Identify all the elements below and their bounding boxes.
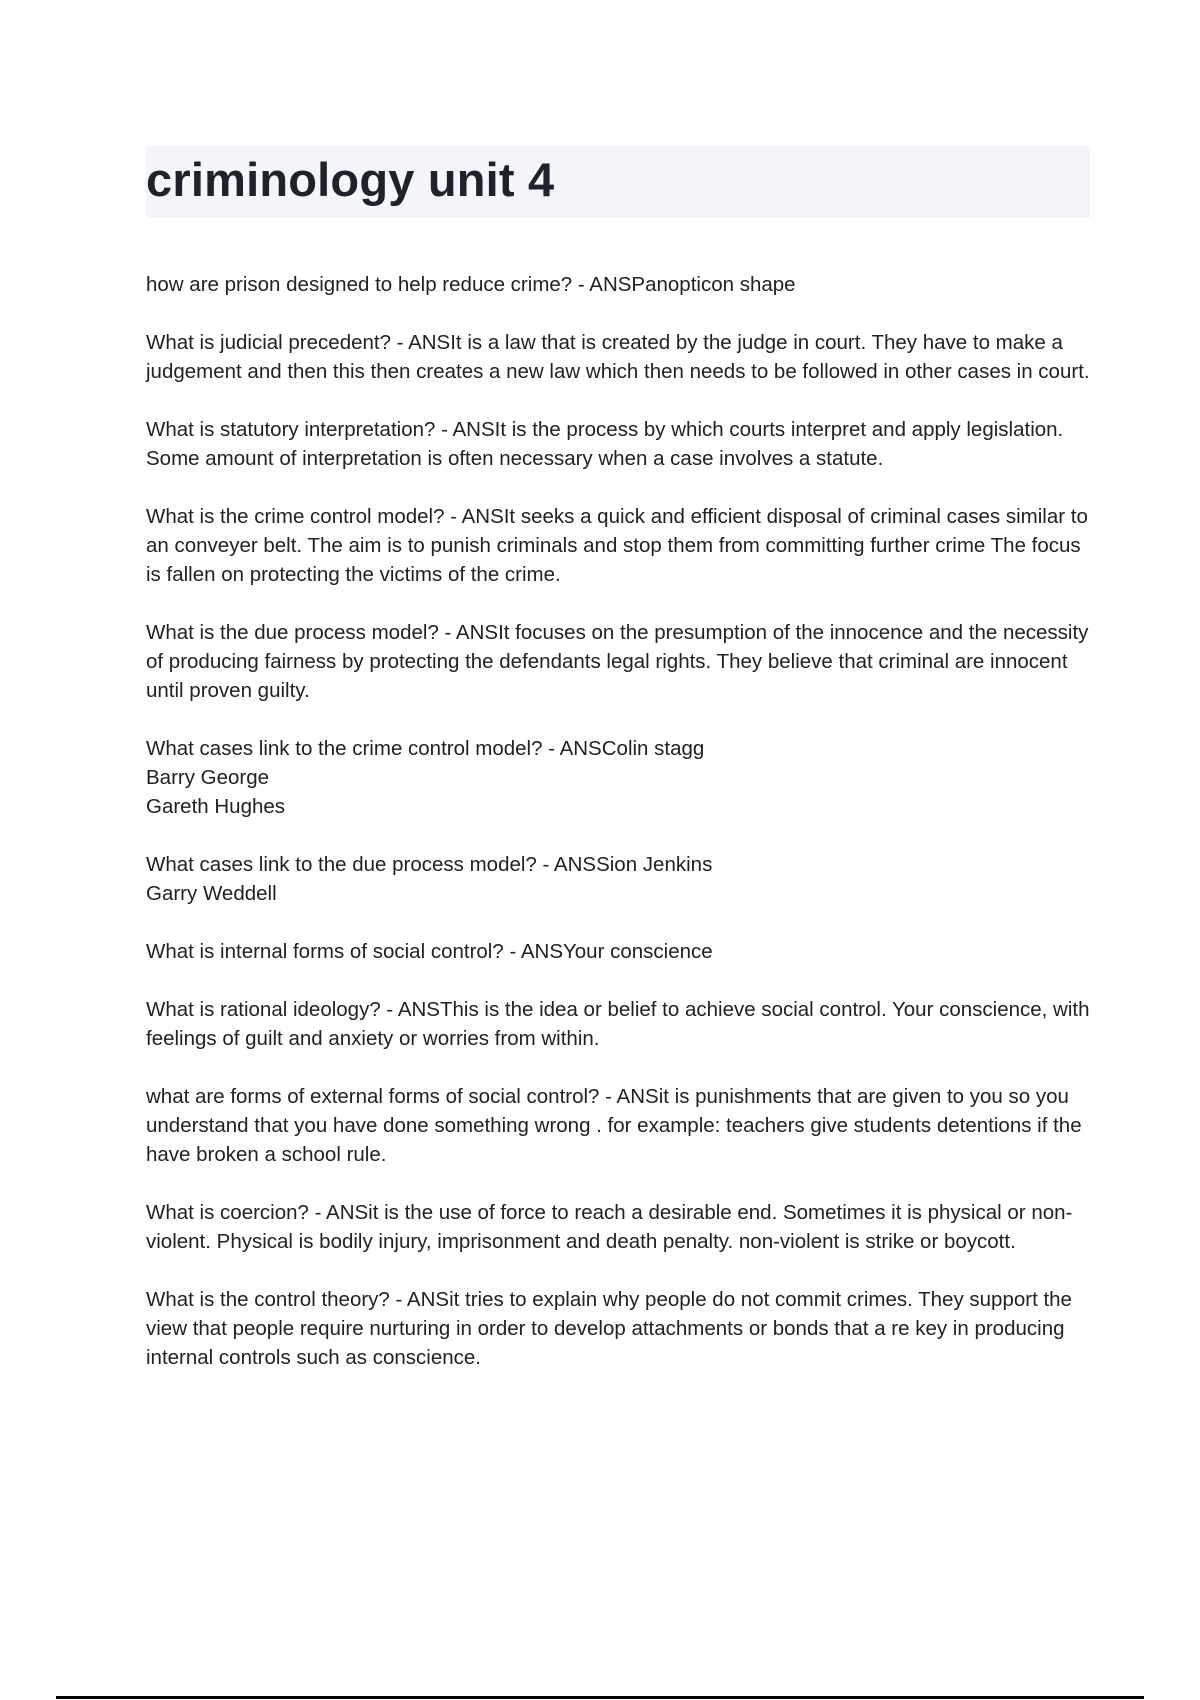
page-bottom-rule xyxy=(56,1696,1144,1699)
qa-item: What is rational ideology? - ANSThis is the idea or belief to achieve social control. Your conscience, with feelings of guilt and anxiety or worries from within. xyxy=(146,998,1090,1050)
qa-item: What is judicial precedent? - ANSIt is a law that is created by the judge in court. They have to make a judgement and then this then creates a new law which then needs to be followed in other cases in court. xyxy=(146,331,1090,383)
qa-item: what are forms of external forms of social control? - ANSit is punishments that are given to you so you understand that you have done something wrong . for example: teachers give students detentions if the have broken a school rule. xyxy=(146,1085,1082,1166)
qa-item: What is coercion? - ANSit is the use of force to reach a desirable end. Sometimes it is physical or non-violent. Physical is bodily injury, imprisonment and death penalty. non-violent is strike or boycott. xyxy=(146,1201,1073,1253)
qa-item: What is the crime control model? - ANSIt seeks a quick and efficient disposal of criminal cases similar to an conveyer belt. The aim is to punish criminals and stop them from committing further crime The focus is fallen on protecting the victims of the crime. xyxy=(146,505,1088,586)
qa-list xyxy=(146,270,1090,1401)
document-title: criminology unit 4 xyxy=(146,153,555,206)
qa-item: What is the control theory? - ANSit tries to explain why people do not commit crimes. They support the view that people require nurturing in order to develop attachments or bonds that a re key in producing internal controls such as conscience. xyxy=(146,1288,1072,1369)
qa-item: how are prison designed to help reduce crime? - ANSPanopticon shape xyxy=(146,273,796,296)
qa-item: What cases link to the due process model? - ANSSion Jenkins Garry Weddell xyxy=(146,853,713,905)
qa-item: What is internal forms of social control? - ANSYour conscience xyxy=(146,940,713,963)
qa-item: What is statutory interpretation? - ANSIt is the process by which courts interpret and apply legislation. Some amount of interpretation is often necessary when a case involves a statute. xyxy=(146,418,1064,470)
title-band xyxy=(146,146,1090,218)
qa-item: What cases link to the crime control model? - ANSColin stagg Barry George Gareth Hughes xyxy=(146,737,705,818)
qa-item: What is the due process model? - ANSIt focuses on the presumption of the innocence and the necessity of producing fairness by protecting the defendants legal rights. They believe that criminal are innocent until proven guilty. xyxy=(146,621,1089,702)
